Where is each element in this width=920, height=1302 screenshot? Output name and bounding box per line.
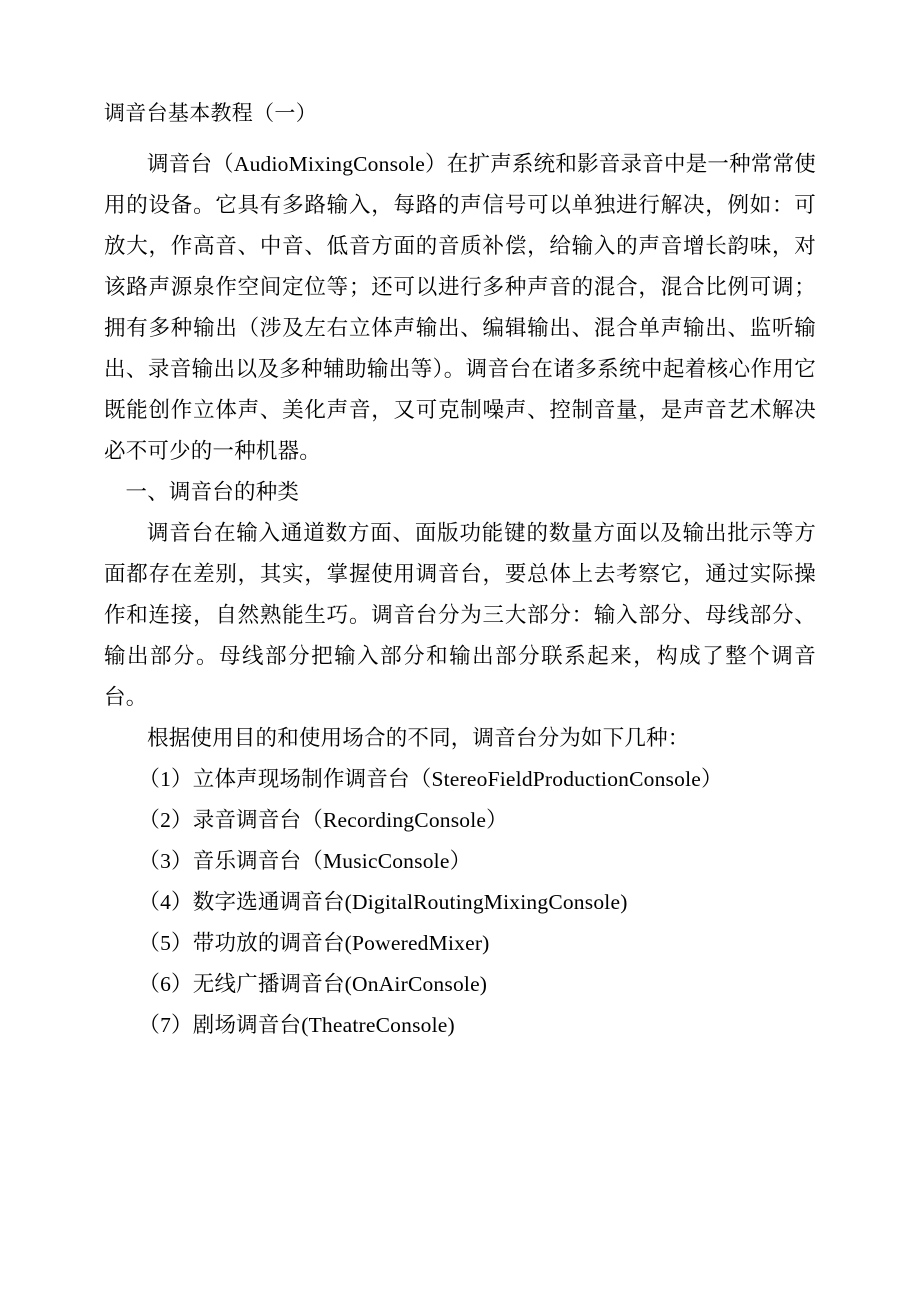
list-item: （1）立体声现场制作调音台（StereoFieldProductionConsole） [138, 767, 723, 791]
section-heading: 一、调音台的种类 [125, 480, 300, 504]
list-item: （6）无线广播调音台(OnAirConsole) [138, 972, 488, 996]
intro-paragraph: 调音台（AudioMixingConsole）在扩声系统和影音录音中是一种常常使用的设备。它具有多路输入，每路的声信号可以单独进行解决，例如：可放大，作高音、中音、低音方面的音质补偿，给输入的声音增长韵味，对该路声源泉作空间定位等；还可以进行多种声音的混合，混合比例可调；拥有多种输出（涉及左右立体声输出、编辑输出、混合单声输出、监听输出、录音输出以及多种辅助输出等）。调音台在诸多系统中起着核心作用它既能创作立体声、美化声音，又可克制噪声、控制音量，是声音艺术解决必不可少的一种机器。 [104, 152, 816, 463]
list-item: （5）带功放的调音台(PoweredMixer) [138, 931, 490, 955]
section-paragraph-1: 调音台在输入通道数方面、面版功能键的数量方面以及输出批示等方面都存在差别，其实，掌握使用调音台，要总体上去考察它，通过实际操作和连接，自然熟能生巧。调音台分为三大部分：输入部分、母线部分、输出部分。母线部分把输入部分和输出部分联系起来，构成了整个调音台。 [104, 521, 816, 709]
page-title: 调音台基本教程（一） [104, 101, 317, 125]
section-paragraph-2: 根据使用目的和使用场合的不同，调音台分为如下几种： [147, 726, 690, 750]
list-item: （3）音乐调音台（MusicConsole） [138, 849, 472, 873]
list-item: （2）录音调音台（RecordingConsole） [138, 808, 508, 832]
list-item: （4）数字选通调音台(DigitalRoutingMixingConsole) [138, 890, 628, 914]
list-item: （7）剧场调音台(TheatreConsole) [138, 1013, 455, 1037]
